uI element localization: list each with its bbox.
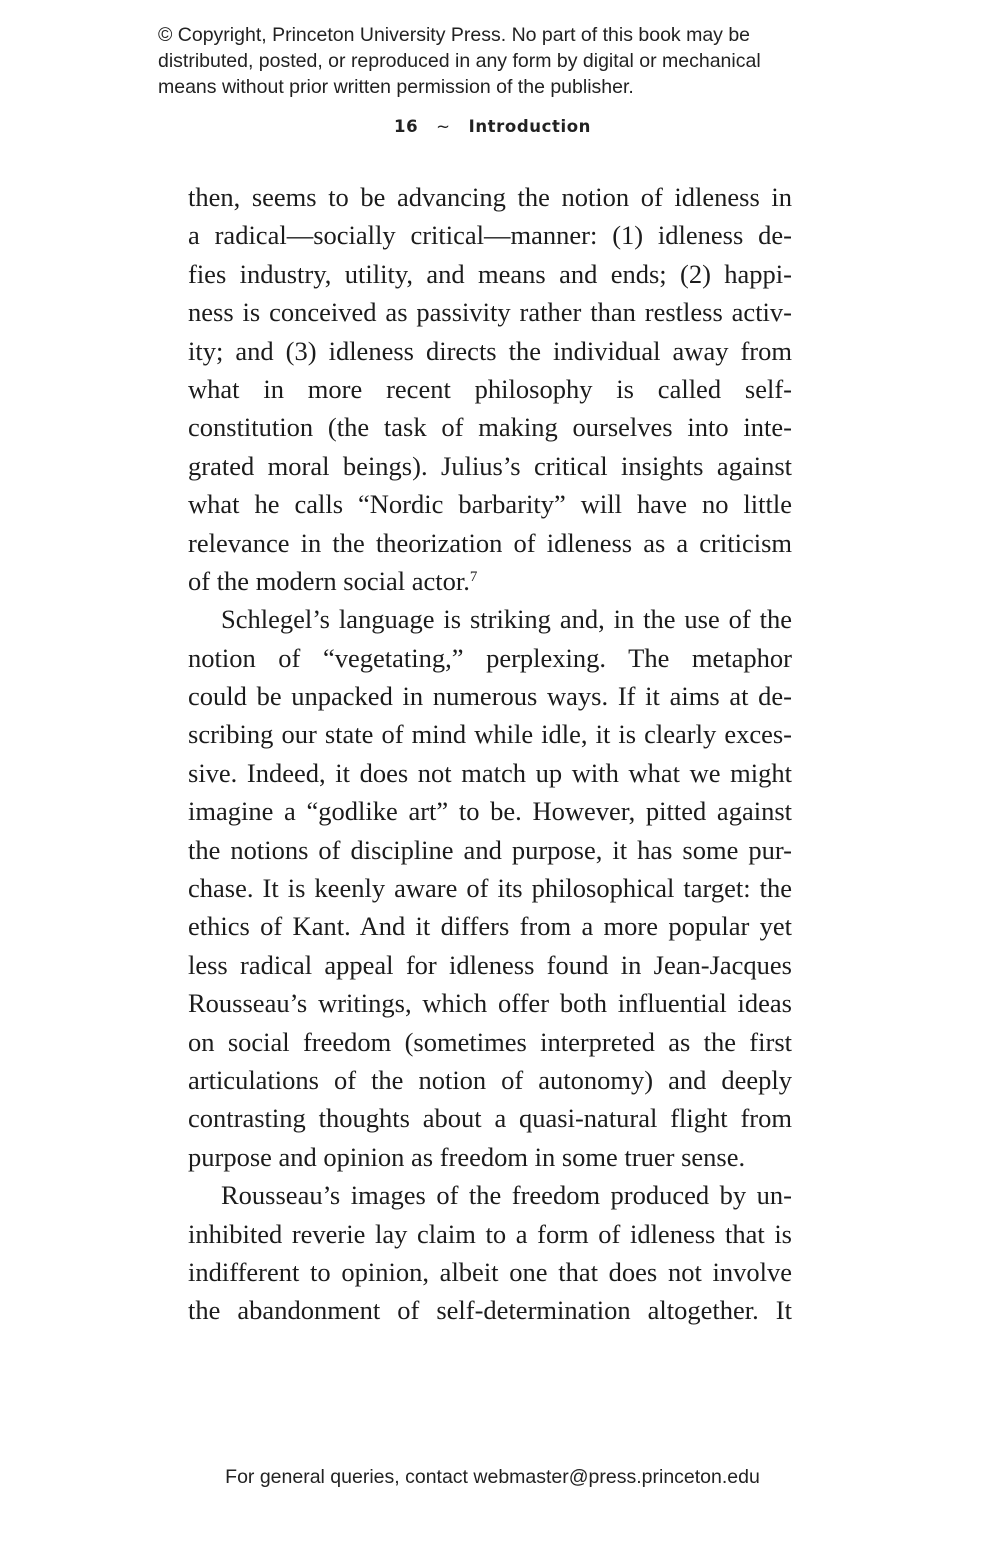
running-head [0, 117, 985, 136]
text-line: inhibited reverie lay claim to a form of idleness that is [188, 1218, 792, 1249]
copyright-line: distributed, posted, or reproduced in any form by digital or mechanical [158, 50, 761, 72]
page-number: 16 [393, 117, 419, 136]
text-line: then, seems to be advancing the notion of idleness in [188, 182, 792, 212]
text-line: notion of “vegetating,” perplexing. The metaphor [188, 642, 792, 673]
text-line: less radical appeal for idleness found in Jean-Jacques [188, 949, 792, 980]
text-line: what in more recent philosophy is called self- [188, 373, 792, 404]
section-title: Introduction [468, 117, 592, 136]
text-line: articulations of the notion of autonomy) and deeply [188, 1064, 792, 1095]
header-separator: ~ [436, 117, 451, 136]
text-line: constitution (the task of making ourselves into inte- [188, 412, 792, 443]
text-line: sive. Indeed, it does not match up with what we might [188, 757, 792, 788]
text-line: purpose and opinion as freedom in some truer sense. [188, 1141, 746, 1172]
text-line: Rousseau’s writings, which offer both influential ideas [188, 988, 792, 1019]
text-line: the notions of discipline and purpose, it has some pur- [188, 834, 792, 865]
text-line: ity; and (3) idleness directs the individual away from [188, 335, 792, 366]
text-line-last [188, 562, 792, 600]
text-line: chase. It is keenly aware of its philosophical target: the [188, 873, 792, 904]
copyright-line: means without prior written permission of the publisher. [158, 76, 634, 98]
text-line: grated moral beings). Julius’s critical insights against [188, 450, 792, 481]
copyright-line: © Copyright, Princeton University Press. No part of this book may be [158, 24, 751, 46]
copyright-notice [158, 22, 858, 100]
text-line: indifferent to opinion, albeit one that does not involve [188, 1256, 792, 1287]
text-line: a radical—socially critical—manner: (1) idleness de- [188, 220, 792, 251]
text-line: of the modern social actor. [188, 565, 470, 596]
text-line: scribing our state of mind while idle, it is clearly exces- [188, 719, 792, 750]
body-text [188, 178, 792, 1330]
text-line: fies industry, utility, and means and ends; (2) happi- [188, 258, 792, 289]
text-line: Schlegel’s language is striking and, in the use of the [221, 604, 792, 635]
text-line: on social freedom (sometimes interpreted as the first [188, 1026, 792, 1057]
text-line: contrasting thoughts about a quasi-natural flight from [188, 1103, 792, 1134]
text-line: ness is conceived as passivity rather than restless activ- [188, 297, 792, 328]
footnote-marker: 7 [469, 568, 478, 585]
text-line: the abandonment of self-determination altogether. It [188, 1295, 792, 1326]
text-line: ethics of Kant. And it differs from a more popular yet [188, 911, 792, 942]
text-line: what he calls “Nordic barbarity” will have no little [188, 489, 792, 520]
text-line: imagine a “godlike art” to be. However, pitted against [188, 796, 792, 827]
text-line: relevance in the theorization of idleness as a criticism [188, 527, 792, 558]
footer-contact: For general queries, contact webmaster@press.princeton.edu [225, 1466, 760, 1488]
text-line: could be unpacked in numerous ways. If it aims at de- [188, 681, 792, 712]
text-line: Rousseau’s images of the freedom produced by un- [221, 1180, 792, 1211]
